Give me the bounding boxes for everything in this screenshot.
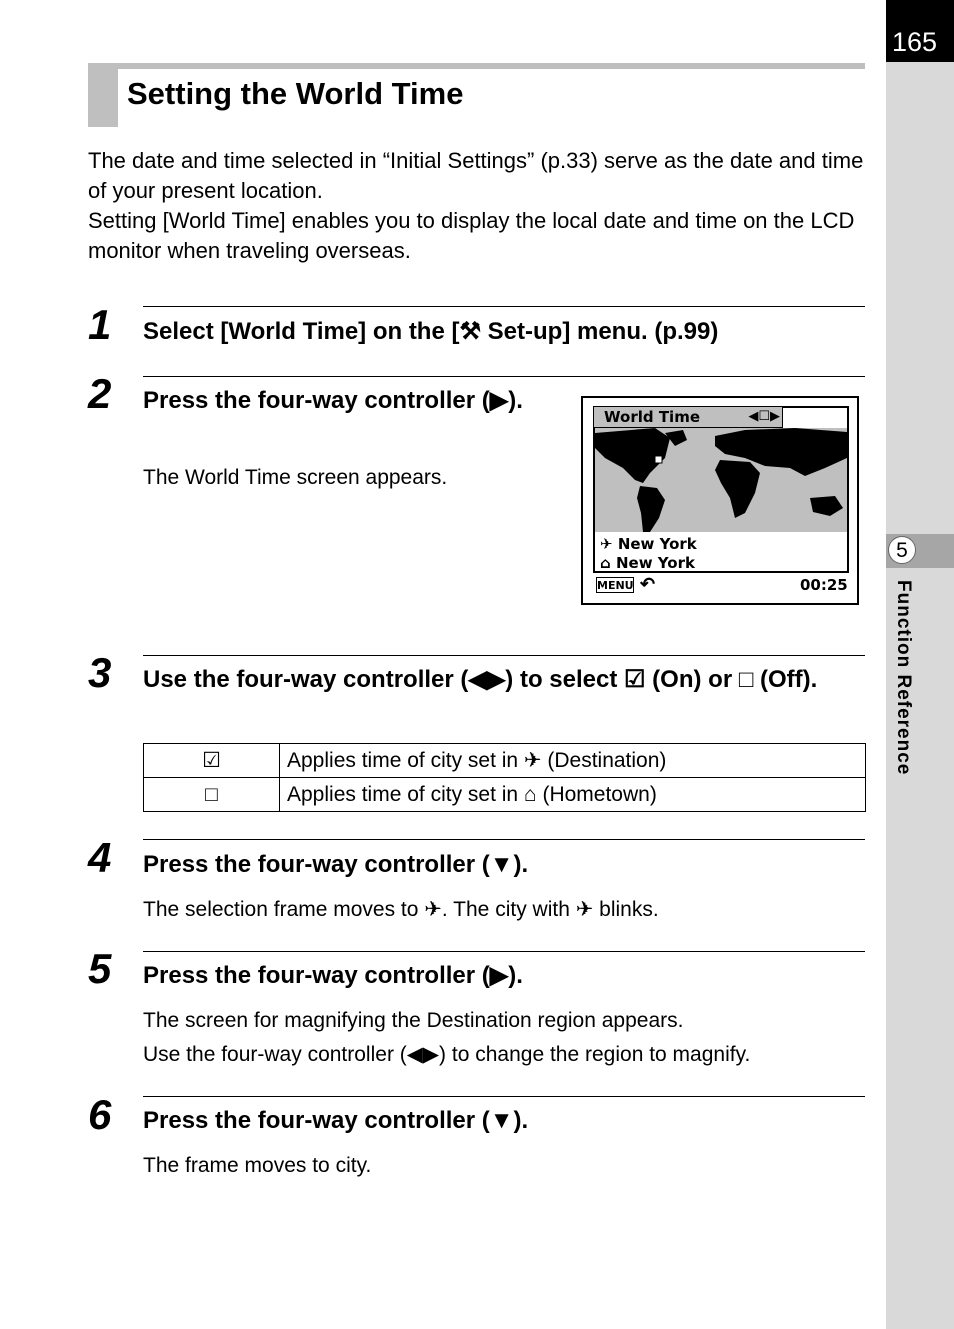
table-cell: Applies time of city set in ⌂ (Hometown) bbox=[280, 778, 866, 812]
chapter-label: Function Reference bbox=[893, 580, 914, 776]
step-number: 6 bbox=[88, 1091, 112, 1138]
step-number: 3 bbox=[88, 649, 112, 696]
step-divider bbox=[143, 1096, 865, 1097]
intro-paragraph: The date and time selected in “Initial Settings” (p.33) serve as the date and time of your present location. bbox=[88, 148, 864, 203]
destination-row bbox=[600, 535, 697, 553]
title-rule bbox=[88, 63, 865, 69]
menu-button-icon: MENU bbox=[597, 579, 634, 592]
step-body: The selection frame moves to ✈. The city with ✈ blinks. bbox=[143, 898, 659, 921]
step-body: The screen for magnifying the Destination region appears. bbox=[143, 1009, 684, 1032]
world-map bbox=[595, 428, 847, 532]
screen-title bbox=[593, 406, 783, 428]
checkbox-off-icon: □ bbox=[144, 778, 280, 812]
step-divider bbox=[143, 655, 865, 656]
step-heading: Use the four-way controller (◀▶) to select ☑ (On) or □ (Off). bbox=[143, 666, 818, 693]
world-map-icon bbox=[595, 428, 847, 532]
screen-title-text: World Time bbox=[604, 408, 700, 426]
screen-clock: 00:25 bbox=[800, 576, 848, 594]
hometown-row bbox=[600, 554, 695, 572]
options-table bbox=[143, 743, 866, 812]
intro-paragraph: Setting [World Time] enables you to display the local date and time on the LCD monitor when traveling overseas. bbox=[88, 208, 855, 263]
checkbox-on-icon: ☑ bbox=[144, 744, 280, 778]
hometown-city: New York bbox=[615, 554, 695, 572]
step-heading: Press the four-way controller (▼). bbox=[143, 1107, 529, 1134]
step-number: 4 bbox=[88, 834, 112, 881]
step-number: 1 bbox=[88, 301, 112, 348]
step-heading: Select [World Time] on the [⚒ Set-up] menu. (p.99) bbox=[143, 318, 719, 345]
table-row bbox=[144, 778, 866, 812]
step-divider bbox=[143, 839, 865, 840]
chapter-number: 5 bbox=[888, 536, 916, 564]
step-body: The World Time screen appears. bbox=[143, 466, 448, 489]
step-number: 5 bbox=[88, 945, 112, 992]
return-arrow-icon: ↶ bbox=[640, 574, 656, 594]
step-body: Use the four-way controller (◀▶) to change the region to magnify. bbox=[143, 1043, 751, 1066]
step-heading: Press the four-way controller (▶). bbox=[143, 962, 523, 989]
step-heading: Press the four-way controller (▶). bbox=[143, 387, 523, 414]
on-off-toggle-icon: ◀☐▶ bbox=[748, 409, 780, 424]
intro-text bbox=[88, 146, 868, 266]
step-heading: Press the four-way controller (▼). bbox=[143, 851, 529, 878]
page-number: 165 bbox=[886, 0, 954, 62]
table-row bbox=[144, 744, 866, 778]
page-title: Setting the World Time bbox=[127, 76, 464, 111]
airplane-icon: ✈ bbox=[600, 535, 613, 553]
step-divider bbox=[143, 951, 865, 952]
step-divider bbox=[143, 306, 865, 307]
step-body: The frame moves to city. bbox=[143, 1154, 372, 1177]
destination-city: New York bbox=[617, 535, 697, 553]
table-cell: Applies time of city set in ✈ (Destination) bbox=[280, 744, 866, 778]
step-divider bbox=[143, 376, 865, 377]
title-marker bbox=[88, 63, 118, 127]
step-number: 2 bbox=[88, 370, 112, 417]
home-icon: ⌂ bbox=[600, 554, 611, 572]
